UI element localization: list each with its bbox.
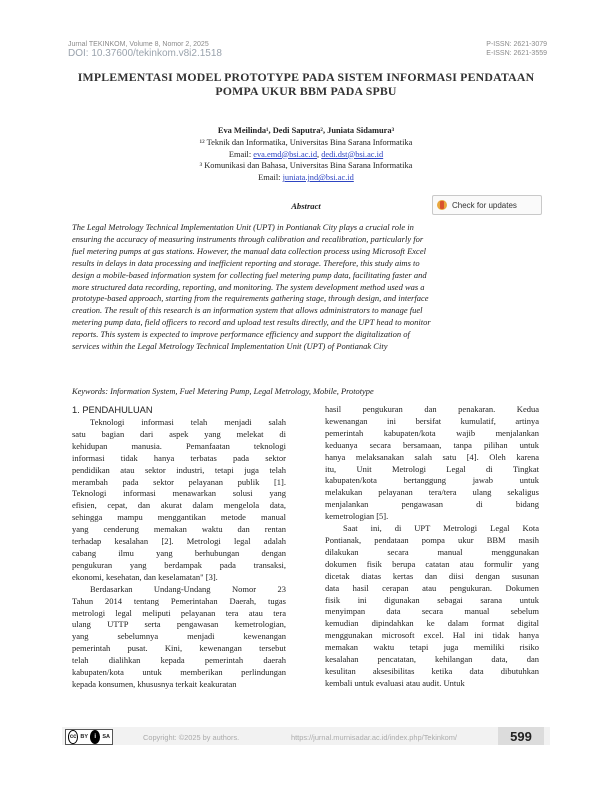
text-line: keduanya secara bersamaan, tanpa pilihan untuk <box>325 439 539 450</box>
text-line: cabang ilmu yang berhubungan dengan <box>72 547 286 558</box>
text-line: hanya melaksanakan salah satu [4]. Oleh karena <box>325 451 539 462</box>
text-line: metrologi legal meliputi pelayanan tera atau tera <box>72 607 286 618</box>
text-line: ekonomi, kesehatan, dan keselamatan" [3]. <box>72 571 218 582</box>
text-line: kembali untuk evaluasi atau audit. Untuk <box>325 677 465 688</box>
text-line: Teknologi informasi menawarkan solusi yang <box>72 488 286 499</box>
check-updates-label: Check for updates <box>452 200 517 210</box>
text-line: Berdasarkan Undang-Undang Nomor 23 <box>90 583 286 594</box>
doi-link[interactable]: DOI: 10.37600/tekinkom.v8i2.1518 <box>68 48 222 59</box>
title-line: POMPA UKUR BBM PADA SPBU <box>215 84 397 98</box>
left-body <box>72 417 286 691</box>
text-line: Tahun 2014 tentang Pemerintahan Daerah, tugas <box>72 595 286 606</box>
email-link[interactable]: dedi.dst@bsi.ac.id <box>321 149 384 159</box>
text-line: efisien, cepat, dan akurat dalam mengelola data, <box>72 500 286 511</box>
text-line: fisik ini digunakan sebagai sarana untuk <box>325 594 539 605</box>
journal-url[interactable]: https://jurnal.murnisadar.ac.id/index.php/Tekinkom/ <box>291 733 457 742</box>
text-line: metering pump data, field officers to record and upload test results directly, and the UPT head to monitor <box>72 317 431 328</box>
text-line: kesalahan pencatatan, kehilangan data, dan <box>325 654 539 665</box>
section-heading: 1. PENDAHULUAN <box>72 405 153 415</box>
text-line: Pontianak, pendataan pompa ukur BBM masih <box>325 534 539 545</box>
column-right <box>325 404 539 690</box>
text-line: kemetrologian [5]. <box>325 511 389 522</box>
email-line-2 <box>0 172 612 184</box>
journal-info: Jurnal TEKINKOM, Volume 8, Nomor 2, 2025 <box>68 41 209 48</box>
copyright: Copyright: ©2025 by authors. <box>143 733 240 742</box>
text-line: menyimpan data secara manual sebelum <box>325 606 539 617</box>
text-line: sehingga mampu menggantikan metode manual <box>72 512 286 523</box>
page-number: 599 <box>498 727 544 745</box>
cc-sa-label: SA <box>102 734 110 740</box>
author-block <box>0 125 612 184</box>
issn-print: P-ISSN: 2621-3079 <box>486 41 547 48</box>
text-line: results in delays in data processing and inefficient reporting and storage. Therefore, this study aims to <box>72 257 420 268</box>
text-line: Teknologi informasi telah menjadi salah <box>90 417 286 427</box>
email-separator: , <box>317 149 322 159</box>
keywords: Keywords: Information System, Fuel Metering Pump, Legal Metrology, Mobile, Prototype <box>72 387 374 396</box>
text-line: design a mobile-based information system for collecting fuel metering pump data, facilitating faster and <box>72 269 427 280</box>
text-line: The Legal Metrology Technical Implementation Unit (UPT) in Pontianak City plays a crucial role in <box>72 222 414 232</box>
text-line: pengukuran yang berdampak pada transaksi, <box>72 559 286 570</box>
text-line: merambah pada sektor pelayanan publik [1]. <box>72 476 286 487</box>
text-line: yang sebelumnya menjadi kewenangan <box>72 631 286 642</box>
cc-by-icon: i <box>90 730 100 744</box>
text-line: melakukan pelayanan tera/tera ulang sekaligus <box>325 487 539 498</box>
email-line-1 <box>0 149 612 161</box>
text-line: telah dialihkan kepada pemerintah daerah <box>72 655 286 666</box>
text-line: terhadap kesalahan [2]. Metrologi legal adalah <box>72 536 286 547</box>
text-line: dokumen fisik berupa catatan atau formulir yang <box>325 558 539 569</box>
cc-icon: cc <box>68 730 78 744</box>
right-body <box>325 404 539 690</box>
issn-online: E-ISSN: 2621-3559 <box>486 50 547 57</box>
cc-license-badge[interactable] <box>65 729 113 745</box>
affiliation-2: ³ Komunikasi dan Bahasa, Universitas Bina Sarana Informatika <box>199 161 413 171</box>
text-line: services within the Legal Metrology Technical Implementation Unit (UPT) of Pontianak City <box>72 341 388 352</box>
email-link[interactable]: eva.emd@bsi.ac.id <box>253 149 318 159</box>
text-line: data hasil cerapan atau pengukuran. Dokumen <box>325 582 539 593</box>
text-line: kepada konsumen, khususnya terkait keakuratan <box>72 678 237 689</box>
affiliation-1: ¹² Teknik dan Informatika, Universitas Bina Sarana Informatika <box>199 137 413 147</box>
text-line: menjalankan pengawasan di bidang <box>325 499 539 510</box>
text-line: yang cenderung memakan waktu dan rentan <box>72 524 286 535</box>
email-label: Email: <box>258 173 283 183</box>
text-line: pendidikan atau sektor industri, tetapi juga telah <box>72 464 286 475</box>
text-line: pemerintah pusat. Kini, kewenangan tersebut <box>72 643 286 654</box>
text-line: creation. The result of this research is an information system that allows administrators to manage fuel <box>72 305 423 316</box>
title-line: IMPLEMENTASI MODEL PROTOTYPE PADA SISTEM INFORMASI PENDATAAN <box>77 70 535 84</box>
column-left <box>72 404 286 691</box>
crossmark-icon <box>437 200 447 210</box>
check-for-updates-button[interactable] <box>432 195 542 215</box>
text-line: prototype-based approach, starting from the requirements gathering stage, through design, and interface <box>72 293 429 304</box>
text-line: kabupaten/kota untuk memberikan perlindungan <box>72 667 286 678</box>
text-line: kabupaten/kota bertanggung jawab untuk <box>325 475 539 486</box>
text-line: hasil pengukuran dan penakaran. Kedua <box>325 404 539 414</box>
email-label: Email: <box>228 149 254 159</box>
email-link[interactable]: juniata.jnd@bsi.ac.id <box>282 173 354 183</box>
text-line: memakan waktu tetapi juga memiliki risiko <box>325 642 539 653</box>
text-line: satu bagian dari aspek yang melekat di <box>72 428 286 439</box>
text-line: fuel metering pumps at gas stations. However, the manual data collection process using Microsoft Excel <box>72 245 426 256</box>
text-line: dicetak diatas kertas dan diisi dengan susunan <box>325 570 539 581</box>
text-line: pemerintah kabupaten/kota wajib menjalankan <box>325 427 539 438</box>
text-line: informasi tidak hanya terbatas pada sektor <box>72 452 286 463</box>
text-line: itu, Unit Metrologi Legal di Tingkat <box>325 463 539 474</box>
text-line: Saat ini, di UPT Metrologi Legal Kota <box>343 523 539 534</box>
abstract-heading: Abstract <box>291 201 321 211</box>
text-line: kehidupan manusia. Pemanfaatan teknologi <box>72 440 286 451</box>
cc-by-label: BY <box>80 734 88 740</box>
text-line: kemudian dipindahkan ke dalam format digital <box>325 618 539 629</box>
text-line: menggunakan microsoft excel. Hal ini tidak hanya <box>325 630 539 641</box>
text-line: kewenangan ini bersifat kumulatif, artinya <box>325 415 539 426</box>
author-names: Eva Meilinda¹, Dedi Saputra², Juniata Sidamura³ <box>217 126 395 135</box>
text-line: dilakukan secara manual menggunakan <box>325 546 539 557</box>
text-line: kesulitan aksesibilitas ketika data dibutuhkan <box>325 665 539 676</box>
paper-title <box>68 70 544 98</box>
abstract-body <box>72 222 540 353</box>
text-line: more structured data recording, reporting, and monitoring. The system development method used was a <box>72 281 425 292</box>
text-line: reports. This system is expected to improve performance efficiency and support the digitalization of <box>72 329 410 340</box>
text-line: ulang UTTP serta pengawasan kemetrologian, <box>72 619 286 630</box>
text-line: ensuring the accuracy of measuring instruments through calibration and recalibration, particularly for <box>72 233 424 244</box>
